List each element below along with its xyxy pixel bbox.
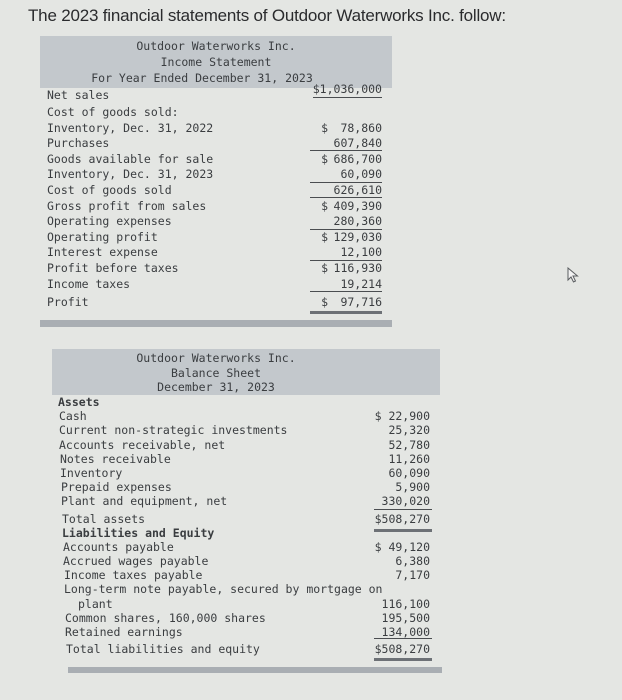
- row-amount: 60,090: [388, 465, 430, 480]
- bs-row-accounts-payable: [52, 540, 440, 554]
- bs-company-name: Outdoor Waterworks Inc.: [136, 351, 296, 365]
- row-amount: 116,930: [333, 260, 382, 275]
- row-amount: 195,500: [381, 610, 430, 625]
- row-amount: 280,360: [333, 214, 382, 229]
- balance-sheet-table: [52, 395, 440, 656]
- bs-row-investments: [52, 423, 440, 437]
- row-amount: 19,214: [340, 276, 382, 291]
- row-amount: 6,380: [395, 554, 430, 569]
- row-amount: 409,390: [333, 198, 382, 213]
- rule: [374, 638, 432, 639]
- row-amount: 11,260: [388, 451, 430, 466]
- bs-row-accounts-receivable: [52, 438, 440, 452]
- row-label: Gross profit from sales: [47, 198, 207, 213]
- row-label: Plant and equipment, net: [61, 494, 228, 509]
- row-amount: $508,270: [374, 642, 430, 657]
- balance-sheet-footer-bar: [68, 667, 442, 673]
- row-label: Operating expenses: [47, 214, 172, 229]
- is-row-goods-available: [40, 152, 392, 168]
- is-row-operating-profit: [40, 230, 392, 246]
- row-amount: 60,090: [340, 167, 382, 182]
- row-amount: 116,100: [381, 596, 430, 611]
- bs-title: Balance Sheet: [170, 366, 261, 380]
- is-row-net-sales: [40, 82, 392, 105]
- bs-row-common-shares: [52, 611, 440, 625]
- row-amount: $508,270: [374, 511, 430, 526]
- row-amount: $1,036,000: [312, 82, 382, 96]
- double-rule: [310, 311, 382, 314]
- currency-symbol: $: [321, 295, 328, 310]
- row-label: Common shares, 160,000 shares: [65, 610, 266, 625]
- intro-text: The 2023 financial statements of Outdoor Waterworks Inc. follow:: [28, 6, 506, 25]
- row-label: Total assets: [62, 511, 146, 526]
- row-label: Goods available for sale: [47, 151, 214, 166]
- bs-row-accrued-wages: [52, 554, 440, 568]
- row-amount: 626,610: [333, 182, 382, 197]
- is-row-interest-expense: [40, 245, 392, 261]
- row-label: Interest expense: [47, 245, 158, 260]
- row-amount: 5,900: [395, 480, 430, 495]
- is-row-profit-before-taxes: [40, 261, 392, 277]
- rule: [374, 509, 432, 510]
- currency-symbol: $: [321, 229, 328, 244]
- row-amount: 686,700: [333, 151, 382, 166]
- row-label: Purchases: [47, 136, 110, 151]
- row-label: Current non-strategic investments: [59, 423, 288, 438]
- is-company-name: Outdoor Waterworks Inc.: [136, 39, 296, 53]
- bs-row-inventory: [52, 466, 440, 480]
- row-label: Prepaid expenses: [61, 480, 172, 495]
- row-label: Cash: [59, 409, 87, 424]
- row-amount: 52,780: [388, 437, 430, 452]
- row-amount: 607,840: [333, 136, 382, 151]
- row-amount: 97,716: [340, 295, 382, 310]
- income-statement-header: [40, 36, 392, 88]
- row-amount: 25,320: [388, 423, 430, 438]
- currency-symbol: $: [321, 198, 328, 213]
- bs-row-long-term-note: [52, 582, 440, 596]
- is-row-profit: [40, 295, 392, 311]
- bs-row-total-assets: [52, 512, 440, 526]
- row-label: Accrued wages payable: [63, 554, 209, 569]
- bs-row-notes-receivable: [52, 452, 440, 466]
- bs-liabilities-heading: [52, 526, 440, 540]
- row-label: Inventory, Dec. 31, 2023: [47, 167, 214, 182]
- currency-symbol: $: [321, 120, 328, 135]
- row-label: Cost of goods sold: [47, 182, 172, 197]
- bs-row-plant-equipment: [52, 494, 440, 508]
- is-row-beg-inventory: [40, 121, 392, 137]
- row-label: Profit before taxes: [47, 260, 179, 275]
- row-amount: 78,860: [340, 120, 382, 135]
- row-label: Inventory, Dec. 31, 2022: [47, 120, 214, 135]
- row-label: Long-term note payable, secured by mortgage on: [64, 582, 383, 597]
- row-label: plant: [78, 596, 113, 611]
- is-row-cogs-heading: [40, 105, 392, 121]
- bs-row-total-liabilities-equity: [52, 642, 440, 656]
- is-row-income-taxes: [40, 277, 392, 293]
- row-label: Retained earnings: [65, 625, 183, 639]
- row-label: Net sales: [47, 88, 110, 102]
- row-label: Total liabilities and equity: [66, 642, 260, 657]
- section-heading: Assets: [58, 395, 100, 409]
- row-label: Accounts receivable, net: [59, 437, 226, 452]
- currency-symbol: $: [321, 151, 328, 166]
- row-label: Accounts payable: [63, 539, 174, 554]
- currency-symbol: $: [321, 260, 328, 275]
- row-label: Profit: [47, 295, 89, 310]
- row-amount: 134,000: [381, 625, 430, 639]
- row-amount: 7,170: [395, 568, 430, 583]
- double-rule: [374, 658, 432, 661]
- row-label: Operating profit: [47, 229, 158, 244]
- income-statement-footer-bar: [40, 320, 392, 327]
- row-amount: $ 49,120: [374, 539, 430, 554]
- mouse-pointer-icon: [567, 267, 581, 283]
- bs-date: December 31, 2023: [157, 380, 275, 394]
- bs-assets-heading: [52, 395, 440, 409]
- bs-row-long-term-note-cont: [52, 597, 440, 611]
- rule: [310, 291, 382, 292]
- row-label: Income taxes: [47, 276, 131, 291]
- balance-sheet-header: [52, 349, 440, 395]
- row-amount: 129,030: [333, 229, 382, 244]
- income-statement-table: [40, 82, 392, 311]
- is-row-operating-expenses: [40, 214, 392, 230]
- is-row-end-inventory: [40, 167, 392, 183]
- row-amount: $ 22,900: [374, 409, 430, 424]
- row-amount: 330,020: [381, 494, 430, 509]
- bs-row-cash: [52, 409, 440, 423]
- section-heading: Liabilities and Equity: [62, 525, 215, 540]
- row-label: Cost of goods sold:: [47, 105, 179, 119]
- row-label: Inventory: [60, 465, 123, 480]
- row-label: Notes receivable: [60, 451, 171, 466]
- row-label: Income taxes payable: [64, 568, 203, 583]
- bs-row-income-taxes-payable: [52, 568, 440, 582]
- is-period: For Year Ended December 31, 2023: [91, 71, 313, 85]
- row-amount: 12,100: [340, 245, 382, 260]
- bs-row-prepaid: [52, 480, 440, 494]
- is-title: Income Statement: [160, 55, 272, 69]
- is-row-gross-profit: [40, 199, 392, 215]
